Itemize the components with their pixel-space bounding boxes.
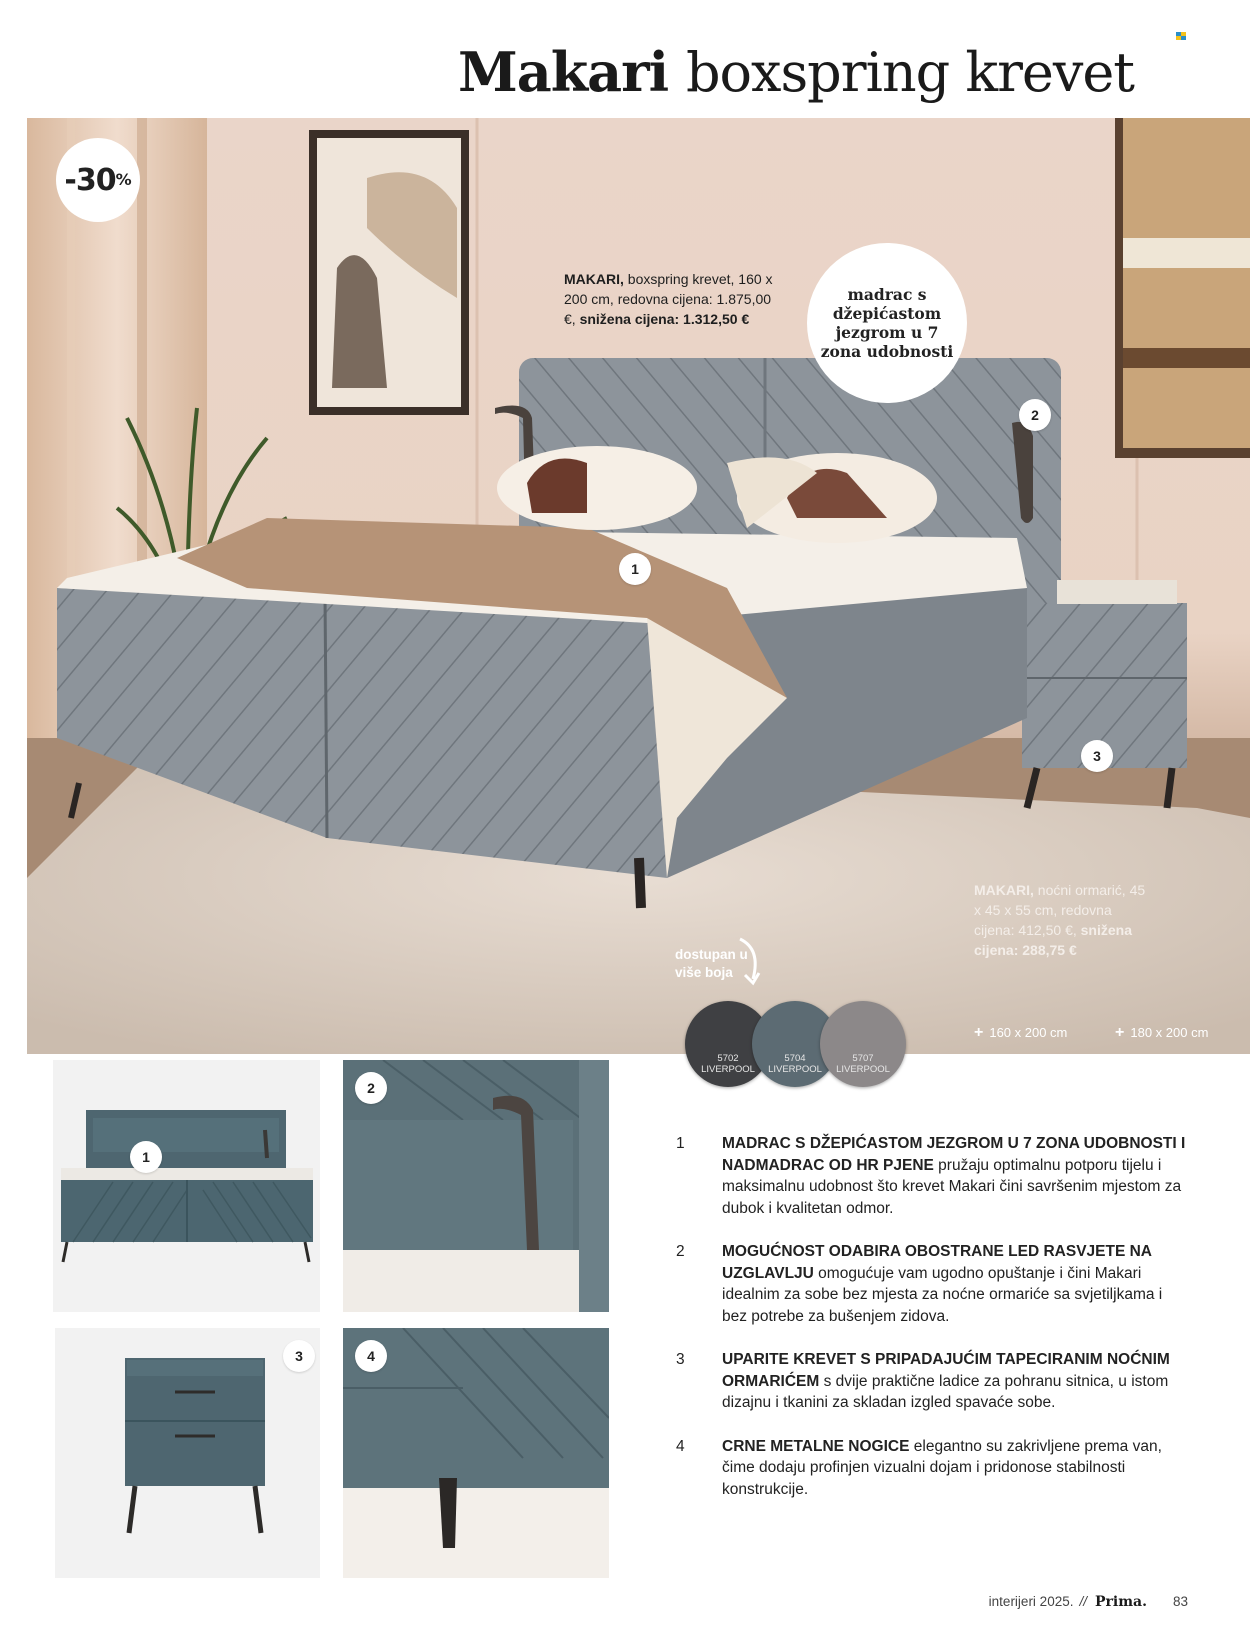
feature-text: elegantno su zakrivljene prema van, čime dodaju profinjen vizualni dojam i pridonose stabilnosti konstrukcije. [722,1437,1162,1498]
page-title [458,40,1134,104]
size-options [974,1024,1250,1042]
page-footer [989,1594,1188,1610]
bed-sale-price: 1.312,50 € [679,311,750,327]
plus-icon: + [974,1024,984,1041]
discount-badge [56,138,140,222]
mattress-feature-badge: madrac s džepićastom jezgrom u 7 zona udobnosti [807,243,967,403]
feature-item-3 [676,1349,1186,1414]
feature-heading: CRNE METALNE NOGICE [722,1437,910,1455]
bed-description: boxspring krevet, 160 x 200 cm, redovna cijena: 1.875,00 €, [564,271,773,327]
feature-text: pružaju optimalnu potporu tijelu i maksimalnu udobnost što krevet Makari čini savršenim mjestom za dubok i kvalitetan odmor. [722,1156,1182,1217]
size-option [1115,1025,1230,1040]
bed-price-text [564,269,774,329]
feature-list [676,1133,1186,1522]
detail-photo-bed [53,1060,320,1312]
size-label: 160 x 200 cm [989,1025,1068,1040]
swatch-name: LIVERPOOL [768,1064,822,1075]
detail-photo-nightstand [55,1328,320,1578]
page-number: 83 [1172,1594,1188,1609]
detail-marker-4: 4 [355,1340,387,1372]
feature-item-4 [676,1436,1186,1501]
feature-heading: MOGUĆNOST ODABIRA OBOSTRANE LED RASVJETE NA UZGLAVLJU [722,1243,1152,1282]
nightstand-sale-label: snižena cijena: [974,922,1132,958]
feature-text: s dvije praktične ladice za pohranu sitnica, u istom dizajnu i tkanini za skladan izgled spavaće sobe. [722,1372,1169,1411]
brand-name: Prima. [1094,1594,1147,1610]
swatch-5707[interactable] [820,1001,906,1087]
bed-name: MAKARI, [564,271,624,287]
swatch-code: 5704 [784,1053,806,1064]
swatch-code: 5707 [852,1053,874,1064]
plus-icon: + [1115,1024,1125,1041]
bed-thumbnail-illustration [53,1060,320,1312]
nightstand-thumbnail-illustration [55,1328,320,1578]
corner-logo-mark [1176,32,1186,40]
nightstand-description: noćni ormarić, 45 x 45 x 55 cm, redovna cijena: 412,50 €, [974,882,1146,938]
title-rest: boxspring krevet [685,41,1134,104]
feature-number: 2 [676,1243,685,1260]
swatch-name: LIVERPOOL [836,1064,890,1075]
swatch-code: 5702 [717,1053,739,1064]
size-label: 180 x 200 cm [1130,1025,1209,1040]
colors-available-note: dostupan u više boja [675,947,748,980]
detail-marker-1: 1 [130,1141,162,1173]
feature-text: omogućuje vam ugodno opuštanje i čini Makari idealnim za sobe bez mjesta za noćne ormariće sa svjetiljkama i bez potrebe za bušenjem zidova. [722,1264,1163,1325]
publication-name: interijeri 2025. [988,1594,1074,1609]
feature-number: 3 [676,1351,685,1368]
detail-marker-2: 2 [355,1072,387,1104]
discount-value: -30 [64,162,116,198]
nightstand-price-text [974,880,1154,960]
footer-separator: // [1079,1594,1087,1609]
hero-marker-1: 1 [619,553,651,585]
feature-heading: MADRAC S DŽEPIĆASTOM JEZGROM U 7 ZONA UDOBNOSTI I NADMADRAC OD HR PJENE [722,1135,1186,1174]
feature-heading: UPARITE KREVET S PRIPADAJUĆIM TAPECIRANIM NOĆNIM ORMARIĆEM [722,1351,1170,1390]
detail-marker-3: 3 [283,1340,315,1372]
feature-number: 1 [676,1135,685,1152]
feature-number: 4 [676,1437,685,1455]
hero-marker-3: 3 [1081,740,1113,772]
title-brand: Makari [457,40,669,104]
hero-marker-2: 2 [1019,399,1051,431]
swatch-name: LIVERPOOL [701,1064,755,1075]
bed-sale-label: snižena cijena: [579,311,680,327]
feature-item-2 [676,1241,1186,1327]
curved-arrow-icon [735,935,765,987]
discount-unit: % [115,169,132,189]
feature-item-1 [676,1133,1186,1219]
nightstand-name: MAKARI, [974,882,1034,898]
size-option [974,1025,1089,1040]
nightstand-sale-price: 288,75 € [1018,942,1077,958]
